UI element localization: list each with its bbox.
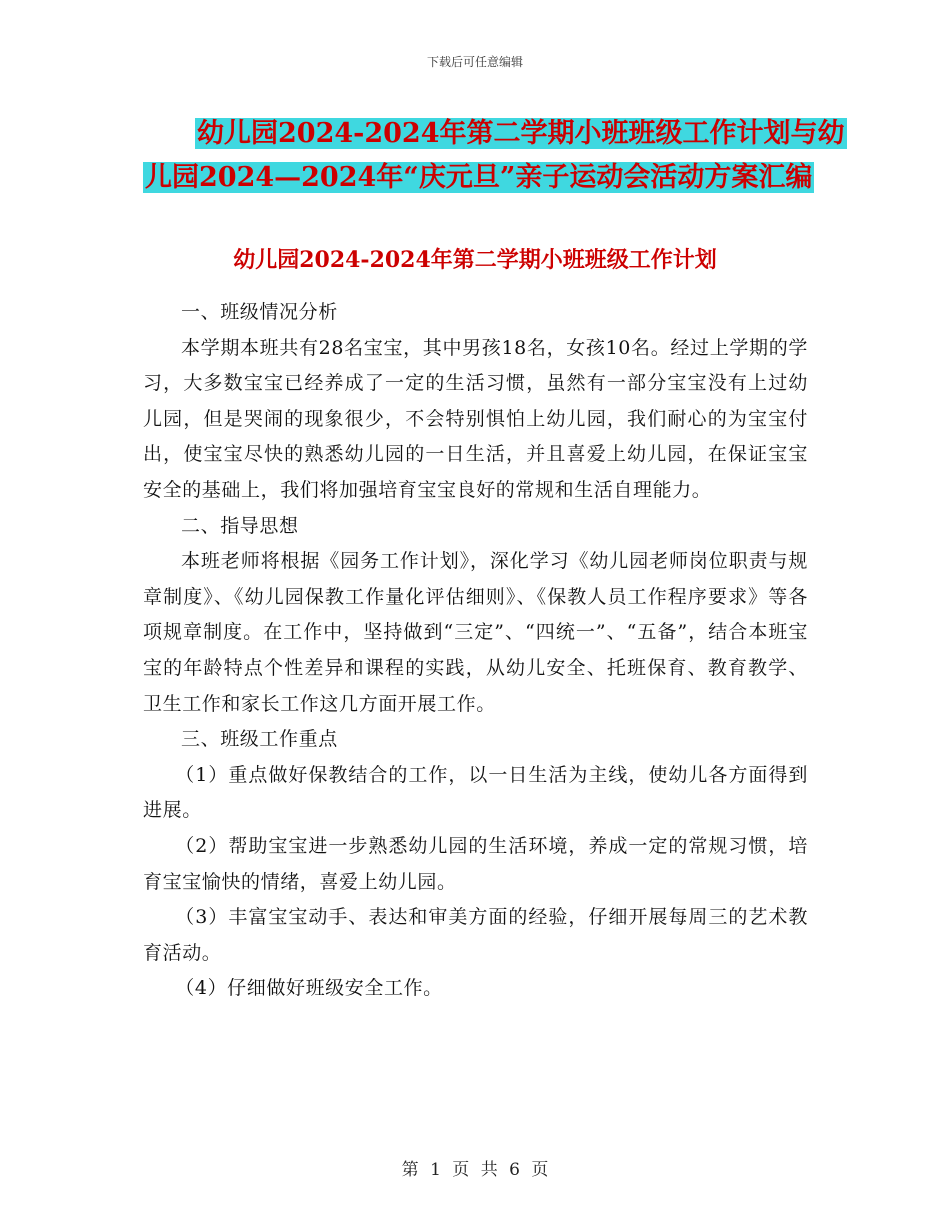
list-item: （4）仔细做好班级安全工作。 [175, 977, 443, 1000]
header-note: 下载后可任意编辑 [426, 55, 523, 69]
page-footer: 第 1 页 共 6 页 [401, 1160, 549, 1180]
main-title [143, 112, 845, 200]
section-heading-1: 一、班级情况分析 [181, 301, 338, 323]
list-item: （3）丰富宝宝动手、表达和审美方面的经验，仔细开展每周三的艺术教育活动。 [143, 906, 808, 964]
document-body [143, 295, 808, 1007]
main-title-line-2: 儿园2024—2024年“庆元旦”亲子运动会活动方案汇编 [145, 162, 813, 193]
section-heading-3: 三、班级工作重点 [181, 728, 338, 751]
section-heading-2: 二、指导思想 [181, 514, 299, 537]
paragraph-1: 本学期本班共有28名宝宝，其中男孩18名，女孩10名。经过上学期的学习，大多数宝宝已经养成了一定的生活习惯，虽然有一部分宝宝没有上过幼儿园，但是哭闹的现象很少，不会特别惧怕上幼儿园，我们耐心的为宝宝付出，使宝宝尽快的熟悉幼儿园的一日生活，并且喜爱上幼儿园，在保证宝宝安全的基础上，我们将加强培育宝宝良好的常规和生活自理能力。 [143, 336, 808, 501]
document-title: 幼儿园2024-2024年第二学期小班班级工作计划 [233, 247, 717, 273]
paragraph-2: 本班老师将根据《园务工作计划》，深化学习《幼儿园老师岗位职责与规章制度》、《幼儿园保教工作量化评估细则》、《保教人员工作程序要求》等各项规章制度。在工作中，坚持做到“三定”、“四统一”、“五备”，结合本班宝宝的年龄特点个性差异和课程的实践，从幼儿安全、托班保育、教育教学、卫生工作和家长工作这几方面开展工作。 [143, 550, 808, 715]
list-item: （1）重点做好保教结合的工作，以一日生活为主线，使幼儿各方面得到进展。 [143, 763, 808, 822]
main-title-line-1: 幼儿园2024-2024年第二学期小班班级工作计划与幼 [197, 118, 845, 149]
list-item: （2）帮助宝宝进一步熟悉幼儿园的生活环境，养成一定的常规习惯，培育宝宝愉快的情绪，喜爱上幼儿园。 [143, 834, 808, 893]
